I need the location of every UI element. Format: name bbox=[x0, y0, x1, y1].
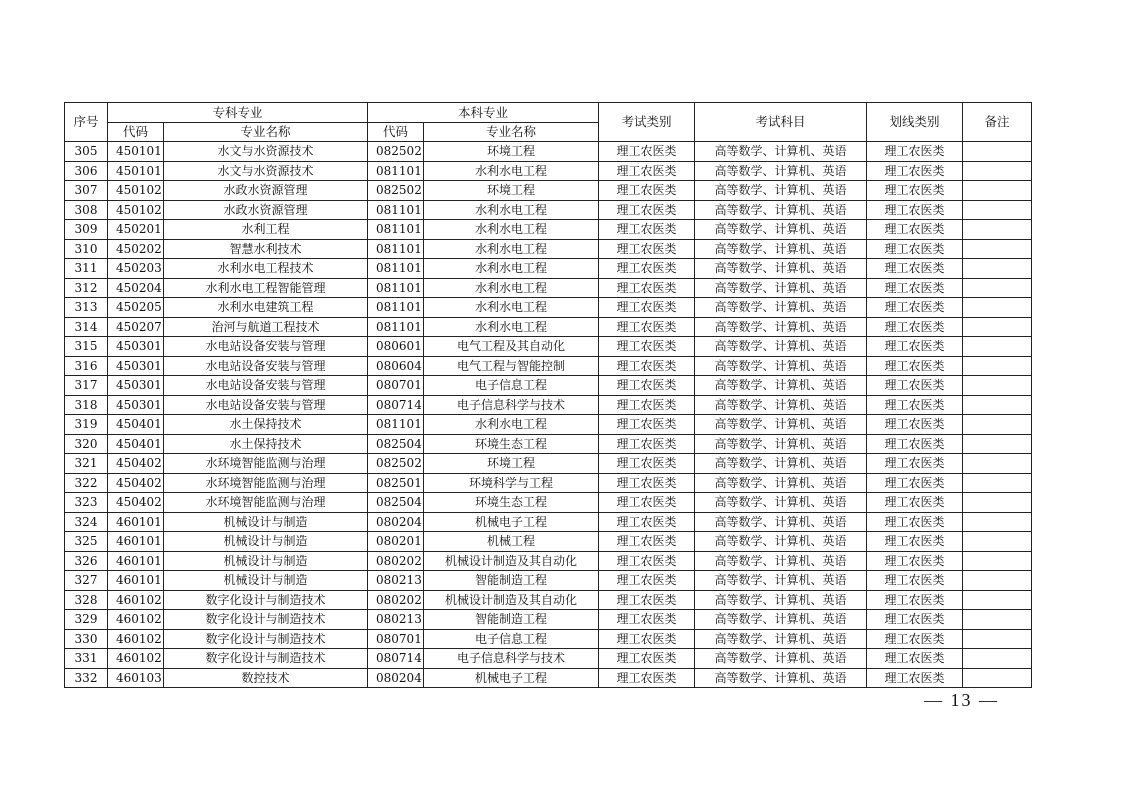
cell-benke-name: 水利水电工程 bbox=[424, 415, 599, 435]
cell-benke-name: 水利水电工程 bbox=[424, 317, 599, 337]
cell-benke-code: 082502 bbox=[368, 142, 424, 162]
cell-benke-name: 环境生态工程 bbox=[424, 434, 599, 454]
cell-exam-subjects: 高等数学、计算机、英语 bbox=[695, 649, 867, 669]
cell-exam-subjects: 高等数学、计算机、英语 bbox=[695, 590, 867, 610]
cell-line-type: 理工农医类 bbox=[867, 298, 963, 318]
table-row bbox=[65, 181, 1032, 201]
table-row bbox=[65, 532, 1032, 552]
cell-exam-type: 理工农医类 bbox=[599, 181, 695, 201]
table-row bbox=[65, 551, 1032, 571]
cell-exam-type: 理工农医类 bbox=[599, 532, 695, 552]
cell-line-type: 理工农医类 bbox=[867, 200, 963, 220]
cell-exam-subjects: 高等数学、计算机、英语 bbox=[695, 493, 867, 513]
cell-benke-name: 水利水电工程 bbox=[424, 259, 599, 279]
table-row bbox=[65, 278, 1032, 298]
cell-seq: 305 bbox=[65, 142, 108, 162]
cell-zhuanke-name: 数控技术 bbox=[164, 668, 368, 688]
cell-seq: 316 bbox=[65, 356, 108, 376]
cell-zhuanke-name: 水政水资源管理 bbox=[164, 200, 368, 220]
table-row bbox=[65, 649, 1032, 669]
cell-remark bbox=[963, 610, 1032, 630]
table-row bbox=[65, 590, 1032, 610]
cell-zhuanke-code: 450205 bbox=[108, 298, 164, 318]
cell-benke-name: 机械设计制造及其自动化 bbox=[424, 590, 599, 610]
cell-seq: 311 bbox=[65, 259, 108, 279]
cell-zhuanke-code: 460101 bbox=[108, 571, 164, 591]
cell-benke-code: 080213 bbox=[368, 610, 424, 630]
cell-line-type: 理工农医类 bbox=[867, 337, 963, 357]
cell-exam-type: 理工农医类 bbox=[599, 434, 695, 454]
cell-line-type: 理工农医类 bbox=[867, 181, 963, 201]
cell-exam-subjects: 高等数学、计算机、英语 bbox=[695, 200, 867, 220]
cell-zhuanke-name: 水利工程 bbox=[164, 220, 368, 240]
cell-zhuanke-name: 水利水电工程智能管理 bbox=[164, 278, 368, 298]
cell-line-type: 理工农医类 bbox=[867, 415, 963, 435]
cell-seq: 328 bbox=[65, 590, 108, 610]
cell-zhuanke-name: 水文与水资源技术 bbox=[164, 142, 368, 162]
header-exam-type: 考试类别 bbox=[599, 103, 695, 142]
cell-remark bbox=[963, 395, 1032, 415]
cell-zhuanke-name: 数字化设计与制造技术 bbox=[164, 590, 368, 610]
table-row bbox=[65, 668, 1032, 688]
cell-zhuanke-code: 450402 bbox=[108, 493, 164, 513]
cell-zhuanke-name: 水电站设备安装与管理 bbox=[164, 395, 368, 415]
table-row bbox=[65, 239, 1032, 259]
cell-benke-name: 电子信息工程 bbox=[424, 629, 599, 649]
cell-seq: 319 bbox=[65, 415, 108, 435]
cell-exam-subjects: 高等数学、计算机、英语 bbox=[695, 610, 867, 630]
cell-zhuanke-code: 460102 bbox=[108, 590, 164, 610]
cell-benke-code: 081101 bbox=[368, 259, 424, 279]
table-row bbox=[65, 473, 1032, 493]
cell-line-type: 理工农医类 bbox=[867, 220, 963, 240]
cell-exam-type: 理工农医类 bbox=[599, 415, 695, 435]
cell-zhuanke-code: 450402 bbox=[108, 473, 164, 493]
cell-benke-code: 082504 bbox=[368, 434, 424, 454]
table-row bbox=[65, 434, 1032, 454]
cell-benke-code: 080701 bbox=[368, 629, 424, 649]
cell-seq: 317 bbox=[65, 376, 108, 396]
cell-zhuanke-name: 水土保持技术 bbox=[164, 434, 368, 454]
cell-zhuanke-name: 水利水电建筑工程 bbox=[164, 298, 368, 318]
cell-line-type: 理工农医类 bbox=[867, 356, 963, 376]
cell-remark bbox=[963, 454, 1032, 474]
cell-benke-name: 水利水电工程 bbox=[424, 298, 599, 318]
cell-exam-type: 理工农医类 bbox=[599, 610, 695, 630]
cell-exam-subjects: 高等数学、计算机、英语 bbox=[695, 220, 867, 240]
cell-remark bbox=[963, 239, 1032, 259]
cell-line-type: 理工农医类 bbox=[867, 376, 963, 396]
cell-exam-type: 理工农医类 bbox=[599, 629, 695, 649]
cell-exam-subjects: 高等数学、计算机、英语 bbox=[695, 415, 867, 435]
cell-zhuanke-code: 450402 bbox=[108, 454, 164, 474]
cell-exam-type: 理工农医类 bbox=[599, 649, 695, 669]
cell-zhuanke-code: 460101 bbox=[108, 551, 164, 571]
cell-benke-code: 080204 bbox=[368, 668, 424, 688]
cell-zhuanke-code: 450301 bbox=[108, 356, 164, 376]
cell-exam-type: 理工农医类 bbox=[599, 493, 695, 513]
cell-zhuanke-name: 水环境智能监测与治理 bbox=[164, 493, 368, 513]
cell-line-type: 理工农医类 bbox=[867, 239, 963, 259]
cell-remark bbox=[963, 551, 1032, 571]
cell-line-type: 理工农医类 bbox=[867, 649, 963, 669]
table-row bbox=[65, 454, 1032, 474]
cell-seq: 308 bbox=[65, 200, 108, 220]
cell-remark bbox=[963, 317, 1032, 337]
majors-table bbox=[64, 102, 1032, 688]
cell-line-type: 理工农医类 bbox=[867, 610, 963, 630]
cell-zhuanke-code: 450201 bbox=[108, 220, 164, 240]
cell-remark bbox=[963, 200, 1032, 220]
cell-exam-type: 理工农医类 bbox=[599, 161, 695, 181]
cell-zhuanke-name: 水环境智能监测与治理 bbox=[164, 454, 368, 474]
cell-zhuanke-code: 460102 bbox=[108, 629, 164, 649]
cell-benke-name: 环境工程 bbox=[424, 181, 599, 201]
cell-zhuanke-code: 450401 bbox=[108, 434, 164, 454]
cell-exam-type: 理工农医类 bbox=[599, 454, 695, 474]
cell-exam-type: 理工农医类 bbox=[599, 551, 695, 571]
cell-benke-name: 电气工程及其自动化 bbox=[424, 337, 599, 357]
cell-zhuanke-name: 水土保持技术 bbox=[164, 415, 368, 435]
cell-exam-type: 理工农医类 bbox=[599, 142, 695, 162]
cell-remark bbox=[963, 590, 1032, 610]
table-body bbox=[65, 142, 1032, 688]
cell-exam-subjects: 高等数学、计算机、英语 bbox=[695, 571, 867, 591]
cell-seq: 327 bbox=[65, 571, 108, 591]
cell-exam-type: 理工农医类 bbox=[599, 512, 695, 532]
cell-exam-type: 理工农医类 bbox=[599, 356, 695, 376]
header-line-type: 划线类别 bbox=[867, 103, 963, 142]
cell-line-type: 理工农医类 bbox=[867, 590, 963, 610]
cell-remark bbox=[963, 415, 1032, 435]
table-row bbox=[65, 259, 1032, 279]
cell-remark bbox=[963, 376, 1032, 396]
cell-exam-type: 理工农医类 bbox=[599, 473, 695, 493]
cell-benke-name: 电子信息科学与技术 bbox=[424, 649, 599, 669]
cell-zhuanke-name: 水政水资源管理 bbox=[164, 181, 368, 201]
cell-line-type: 理工农医类 bbox=[867, 317, 963, 337]
cell-benke-name: 电子信息工程 bbox=[424, 376, 599, 396]
cell-benke-name: 水利水电工程 bbox=[424, 239, 599, 259]
cell-line-type: 理工农医类 bbox=[867, 434, 963, 454]
header-benke: 本科专业 bbox=[368, 103, 599, 123]
cell-benke-code: 082504 bbox=[368, 493, 424, 513]
cell-benke-code: 080204 bbox=[368, 512, 424, 532]
table-row bbox=[65, 415, 1032, 435]
table-row bbox=[65, 161, 1032, 181]
cell-exam-type: 理工农医类 bbox=[599, 668, 695, 688]
cell-remark bbox=[963, 278, 1032, 298]
table-row bbox=[65, 629, 1032, 649]
cell-benke-code: 081101 bbox=[368, 220, 424, 240]
cell-zhuanke-name: 智慧水利技术 bbox=[164, 239, 368, 259]
cell-benke-name: 智能制造工程 bbox=[424, 610, 599, 630]
header-zhuanke-code: 代码 bbox=[108, 123, 164, 142]
cell-benke-code: 081101 bbox=[368, 317, 424, 337]
cell-exam-subjects: 高等数学、计算机、英语 bbox=[695, 317, 867, 337]
cell-remark bbox=[963, 161, 1032, 181]
header-zhuanke: 专科专业 bbox=[108, 103, 368, 123]
cell-remark bbox=[963, 337, 1032, 357]
table-row bbox=[65, 610, 1032, 630]
cell-benke-code: 082502 bbox=[368, 181, 424, 201]
cell-seq: 332 bbox=[65, 668, 108, 688]
cell-exam-subjects: 高等数学、计算机、英语 bbox=[695, 395, 867, 415]
cell-seq: 326 bbox=[65, 551, 108, 571]
cell-zhuanke-name: 数字化设计与制造技术 bbox=[164, 629, 368, 649]
cell-benke-name: 机械电子工程 bbox=[424, 668, 599, 688]
cell-benke-code: 081101 bbox=[368, 415, 424, 435]
cell-seq: 322 bbox=[65, 473, 108, 493]
cell-line-type: 理工农医类 bbox=[867, 629, 963, 649]
cell-benke-code: 082502 bbox=[368, 454, 424, 474]
table-row bbox=[65, 298, 1032, 318]
cell-benke-code: 080202 bbox=[368, 590, 424, 610]
cell-line-type: 理工农医类 bbox=[867, 142, 963, 162]
cell-exam-subjects: 高等数学、计算机、英语 bbox=[695, 473, 867, 493]
cell-seq: 312 bbox=[65, 278, 108, 298]
cell-seq: 314 bbox=[65, 317, 108, 337]
cell-zhuanke-code: 450101 bbox=[108, 161, 164, 181]
cell-remark bbox=[963, 571, 1032, 591]
cell-benke-code: 082501 bbox=[368, 473, 424, 493]
cell-seq: 318 bbox=[65, 395, 108, 415]
cell-remark bbox=[963, 668, 1032, 688]
cell-exam-type: 理工农医类 bbox=[599, 376, 695, 396]
cell-exam-subjects: 高等数学、计算机、英语 bbox=[695, 337, 867, 357]
cell-line-type: 理工农医类 bbox=[867, 473, 963, 493]
cell-seq: 325 bbox=[65, 532, 108, 552]
cell-exam-subjects: 高等数学、计算机、英语 bbox=[695, 454, 867, 474]
cell-seq: 315 bbox=[65, 337, 108, 357]
cell-line-type: 理工农医类 bbox=[867, 551, 963, 571]
cell-benke-code: 081101 bbox=[368, 298, 424, 318]
cell-zhuanke-name: 机械设计与制造 bbox=[164, 551, 368, 571]
cell-zhuanke-code: 460103 bbox=[108, 668, 164, 688]
cell-zhuanke-name: 水文与水资源技术 bbox=[164, 161, 368, 181]
cell-seq: 306 bbox=[65, 161, 108, 181]
cell-line-type: 理工农医类 bbox=[867, 161, 963, 181]
cell-exam-type: 理工农医类 bbox=[599, 337, 695, 357]
cell-zhuanke-code: 450204 bbox=[108, 278, 164, 298]
table-row bbox=[65, 493, 1032, 513]
cell-zhuanke-name: 机械设计与制造 bbox=[164, 571, 368, 591]
table-header bbox=[65, 103, 1032, 142]
cell-seq: 310 bbox=[65, 239, 108, 259]
page-number: — 13 — bbox=[924, 690, 999, 710]
cell-remark bbox=[963, 434, 1032, 454]
cell-zhuanke-code: 450301 bbox=[108, 395, 164, 415]
cell-line-type: 理工农医类 bbox=[867, 259, 963, 279]
cell-zhuanke-name: 数字化设计与制造技术 bbox=[164, 610, 368, 630]
cell-exam-subjects: 高等数学、计算机、英语 bbox=[695, 668, 867, 688]
table-row bbox=[65, 220, 1032, 240]
cell-seq: 309 bbox=[65, 220, 108, 240]
cell-zhuanke-code: 460101 bbox=[108, 532, 164, 552]
cell-seq: 324 bbox=[65, 512, 108, 532]
cell-exam-subjects: 高等数学、计算机、英语 bbox=[695, 298, 867, 318]
cell-zhuanke-name: 治河与航道工程技术 bbox=[164, 317, 368, 337]
table-row bbox=[65, 317, 1032, 337]
cell-seq: 313 bbox=[65, 298, 108, 318]
cell-exam-type: 理工农医类 bbox=[599, 239, 695, 259]
cell-exam-type: 理工农医类 bbox=[599, 571, 695, 591]
header-seq: 序号 bbox=[65, 103, 108, 142]
cell-line-type: 理工农医类 bbox=[867, 532, 963, 552]
table-row bbox=[65, 337, 1032, 357]
cell-zhuanke-code: 460102 bbox=[108, 610, 164, 630]
header-remark: 备注 bbox=[963, 103, 1032, 142]
cell-zhuanke-name: 水电站设备安装与管理 bbox=[164, 376, 368, 396]
cell-zhuanke-code: 450207 bbox=[108, 317, 164, 337]
cell-exam-subjects: 高等数学、计算机、英语 bbox=[695, 356, 867, 376]
cell-remark bbox=[963, 298, 1032, 318]
cell-benke-code: 081101 bbox=[368, 161, 424, 181]
cell-zhuanke-name: 水利水电工程技术 bbox=[164, 259, 368, 279]
cell-remark bbox=[963, 649, 1032, 669]
cell-benke-code: 080202 bbox=[368, 551, 424, 571]
cell-benke-code: 081101 bbox=[368, 278, 424, 298]
table-row bbox=[65, 395, 1032, 415]
cell-remark bbox=[963, 532, 1032, 552]
cell-zhuanke-code: 460102 bbox=[108, 649, 164, 669]
cell-line-type: 理工农医类 bbox=[867, 395, 963, 415]
cell-line-type: 理工农医类 bbox=[867, 571, 963, 591]
cell-remark bbox=[963, 259, 1032, 279]
cell-benke-code: 080604 bbox=[368, 356, 424, 376]
cell-benke-name: 电子信息科学与技术 bbox=[424, 395, 599, 415]
cell-benke-name: 机械电子工程 bbox=[424, 512, 599, 532]
cell-zhuanke-code: 450301 bbox=[108, 337, 164, 357]
cell-zhuanke-code: 450102 bbox=[108, 200, 164, 220]
cell-zhuanke-name: 机械设计与制造 bbox=[164, 532, 368, 552]
cell-exam-subjects: 高等数学、计算机、英语 bbox=[695, 259, 867, 279]
cell-exam-type: 理工农医类 bbox=[599, 590, 695, 610]
cell-exam-subjects: 高等数学、计算机、英语 bbox=[695, 376, 867, 396]
header-zhuanke-name: 专业名称 bbox=[164, 123, 368, 142]
cell-zhuanke-name: 水电站设备安装与管理 bbox=[164, 356, 368, 376]
cell-zhuanke-name: 数字化设计与制造技术 bbox=[164, 649, 368, 669]
cell-exam-subjects: 高等数学、计算机、英语 bbox=[695, 142, 867, 162]
cell-seq: 320 bbox=[65, 434, 108, 454]
cell-line-type: 理工农医类 bbox=[867, 454, 963, 474]
cell-seq: 323 bbox=[65, 493, 108, 513]
cell-remark bbox=[963, 473, 1032, 493]
cell-line-type: 理工农医类 bbox=[867, 493, 963, 513]
cell-exam-type: 理工农医类 bbox=[599, 259, 695, 279]
cell-remark bbox=[963, 142, 1032, 162]
cell-line-type: 理工农医类 bbox=[867, 512, 963, 532]
cell-benke-name: 水利水电工程 bbox=[424, 161, 599, 181]
cell-remark bbox=[963, 181, 1032, 201]
cell-exam-subjects: 高等数学、计算机、英语 bbox=[695, 161, 867, 181]
cell-zhuanke-code: 450401 bbox=[108, 415, 164, 435]
header-benke-name: 专业名称 bbox=[424, 123, 599, 142]
cell-zhuanke-name: 水电站设备安装与管理 bbox=[164, 337, 368, 357]
cell-exam-subjects: 高等数学、计算机、英语 bbox=[695, 434, 867, 454]
cell-exam-subjects: 高等数学、计算机、英语 bbox=[695, 629, 867, 649]
cell-benke-name: 机械工程 bbox=[424, 532, 599, 552]
cell-seq: 329 bbox=[65, 610, 108, 630]
cell-exam-type: 理工农医类 bbox=[599, 200, 695, 220]
cell-benke-code: 081101 bbox=[368, 200, 424, 220]
cell-seq: 307 bbox=[65, 181, 108, 201]
cell-line-type: 理工农医类 bbox=[867, 668, 963, 688]
cell-remark bbox=[963, 356, 1032, 376]
cell-benke-name: 环境工程 bbox=[424, 142, 599, 162]
cell-benke-code: 080701 bbox=[368, 376, 424, 396]
table-row bbox=[65, 200, 1032, 220]
table-row bbox=[65, 571, 1032, 591]
cell-exam-subjects: 高等数学、计算机、英语 bbox=[695, 512, 867, 532]
cell-remark bbox=[963, 629, 1032, 649]
header-benke-code: 代码 bbox=[368, 123, 424, 142]
cell-zhuanke-code: 450203 bbox=[108, 259, 164, 279]
cell-benke-name: 电气工程与智能控制 bbox=[424, 356, 599, 376]
cell-zhuanke-name: 水环境智能监测与治理 bbox=[164, 473, 368, 493]
cell-benke-code: 080601 bbox=[368, 337, 424, 357]
cell-zhuanke-name: 机械设计与制造 bbox=[164, 512, 368, 532]
cell-benke-name: 机械设计制造及其自动化 bbox=[424, 551, 599, 571]
cell-zhuanke-code: 450102 bbox=[108, 181, 164, 201]
cell-exam-subjects: 高等数学、计算机、英语 bbox=[695, 278, 867, 298]
cell-benke-code: 080714 bbox=[368, 395, 424, 415]
cell-remark bbox=[963, 512, 1032, 532]
cell-benke-code: 080714 bbox=[368, 649, 424, 669]
header-exam-subjects: 考试科目 bbox=[695, 103, 867, 142]
cell-benke-name: 水利水电工程 bbox=[424, 200, 599, 220]
cell-zhuanke-code: 460101 bbox=[108, 512, 164, 532]
cell-benke-name: 水利水电工程 bbox=[424, 278, 599, 298]
cell-benke-name: 环境工程 bbox=[424, 454, 599, 474]
table-row bbox=[65, 142, 1032, 162]
cell-benke-code: 080201 bbox=[368, 532, 424, 552]
cell-exam-type: 理工农医类 bbox=[599, 395, 695, 415]
table-row bbox=[65, 356, 1032, 376]
cell-line-type: 理工农医类 bbox=[867, 278, 963, 298]
cell-seq: 331 bbox=[65, 649, 108, 669]
cell-exam-type: 理工农医类 bbox=[599, 317, 695, 337]
cell-benke-name: 水利水电工程 bbox=[424, 220, 599, 240]
cell-benke-name: 环境生态工程 bbox=[424, 493, 599, 513]
cell-exam-type: 理工农医类 bbox=[599, 298, 695, 318]
cell-seq: 330 bbox=[65, 629, 108, 649]
cell-exam-subjects: 高等数学、计算机、英语 bbox=[695, 532, 867, 552]
cell-remark bbox=[963, 220, 1032, 240]
cell-seq: 321 bbox=[65, 454, 108, 474]
cell-benke-code: 080213 bbox=[368, 571, 424, 591]
cell-benke-code: 081101 bbox=[368, 239, 424, 259]
cell-zhuanke-code: 450202 bbox=[108, 239, 164, 259]
cell-exam-subjects: 高等数学、计算机、英语 bbox=[695, 551, 867, 571]
cell-benke-name: 环境科学与工程 bbox=[424, 473, 599, 493]
cell-zhuanke-code: 450301 bbox=[108, 376, 164, 396]
cell-exam-type: 理工农医类 bbox=[599, 278, 695, 298]
table-row bbox=[65, 376, 1032, 396]
cell-exam-subjects: 高等数学、计算机、英语 bbox=[695, 181, 867, 201]
cell-exam-type: 理工农医类 bbox=[599, 220, 695, 240]
cell-exam-subjects: 高等数学、计算机、英语 bbox=[695, 239, 867, 259]
cell-benke-name: 智能制造工程 bbox=[424, 571, 599, 591]
cell-remark bbox=[963, 493, 1032, 513]
table-row bbox=[65, 512, 1032, 532]
cell-zhuanke-code: 450101 bbox=[108, 142, 164, 162]
